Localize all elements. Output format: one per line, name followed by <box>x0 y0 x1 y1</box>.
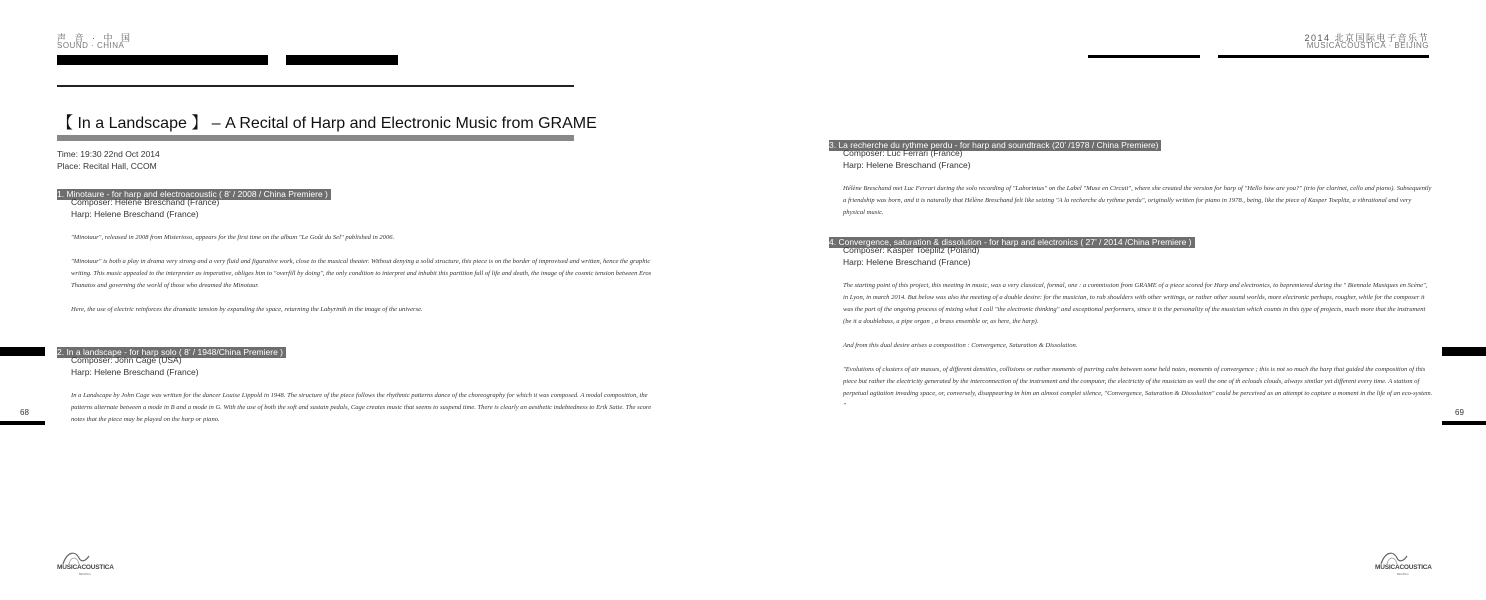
left-header-cn: 声 音 · 中 国 <box>57 33 133 43</box>
left-header-en: SOUND · CHINA <box>57 41 125 50</box>
title-top-rule <box>57 85 574 87</box>
section-4-paragraph-1: The starting point of this project, this meeting in music, was a very classical, formal, one : a commission from GRAME of a piece scored for Harp and electronics, to bepremiered during the " Biennale Musiques en Scène", in Lyon, in march 2014. But below was also the meeting of a double desire: for the musician, to rub shoulders with other writings, or rather other sound worlds, more electronic perhaps, rougher, while for the composer it was the part of the ongoing process of mixing what I call "the electronic thinking" and exceptional performers, since it is the personality of the musician which counts in this type of projects, much more that the instrument (be it a doublebass, a pipe organ , a brass ensemble or, as here, the harp). <box>843 282 1428 325</box>
section-1-harp: Harp: Helene Breschand (France) <box>71 209 199 219</box>
right-logo-text: MUSICACOUSTICA <box>1375 564 1432 571</box>
section-2-heading: 2. In a landscape - for harp solo ( 8’ / 1948/China Premiere ) <box>57 347 286 358</box>
section-3-composer: Composer: Luc Ferrari (France) <box>843 148 963 158</box>
section-1-paragraph-1: "Minotaur", released in 2008 from Misterioso, appears for the first time on the album "Le Goût du Sel" published in 2006. <box>71 234 395 241</box>
right-header-bar-1 <box>1088 55 1200 58</box>
right-edge-rule <box>1442 421 1486 425</box>
section-2-paragraph-1: In a Landscape by John Cage was written for the dancer Louise Lippold in 1948. The structure of the piece follows the rhythmic patterns dance of the choreography for which it was composed. A modal composition, the patterns alternate between a mode in B and a mode in G. With the use of both the soft and sustain pedals, Cage creates music that seems to suspend time. There is clearly an aesthetic indebtedness to Erik Satie. The score notes that the piece may be played on the harp or piano. <box>71 392 652 423</box>
section-1-composer: Composer: Helene Breschand (France) <box>71 197 220 207</box>
left-logo-text: MUSICACOUSTICA <box>57 564 114 571</box>
left-logo-subtext: BEIJING <box>79 572 91 576</box>
title-underline <box>57 135 574 141</box>
section-4-heading: 4. Convergence, saturation & dissolution - for harp and electronics ( 27’ / 2014 /China Premiere ) <box>829 237 1195 248</box>
left-logo <box>57 552 113 582</box>
section-4-paragraph-2: And from this dual desire arises a composition : Convergence, Saturation & Dissolution. <box>843 342 1078 349</box>
section-4-paragraph-3: "Evolutions of clusters of air masses, of different densities, collisions or rather moments of purring calm between some held notes, moments of convergence ; this is not so much the harp that guided the composition of this piece but rather the electricity generated by the interconnection of the instrument and the computer, the electricity of the musician as well the one of th eclouds clouds, always similar yet different every time. A statism of perpetual agitation invading space, or, conversely, disappearing in him an almost complet silence, "Convergence, Saturation & Dissolution" could be perceived as an attempt to capture a moment in the life of an eco-system. " <box>843 366 1433 409</box>
section-1-paragraph-2: "Minotaur" is both a play in drama very strong and a very fluid and figurative work, close to the musical theater. Without denying a solid structure, this piece is on the border of improvised and written, hence the graphic writing. This music appealed to the interpreter as imperative, obliges him to "overfill by doing", the only condition to interpret and inhabit this partition full of life and death, the image of the cosmic tension between Eros Thanatos and governing the world of those who dreamed the Minotaur. <box>71 258 652 289</box>
left-edge-tab <box>0 347 45 356</box>
right-logo <box>1375 552 1431 582</box>
concert-title-block <box>57 110 597 141</box>
right-header-en: MUSICACOUSTICA · BEIJING <box>1306 41 1429 50</box>
section-2-composer: Composer: John Cage (USA) <box>71 355 182 365</box>
section-3-harp: Harp: Helene Breschand (France) <box>843 160 971 170</box>
right-logo-subtext: BEIJING <box>1397 572 1409 576</box>
section-2-harp: Harp: Helene Breschand (France) <box>71 367 199 377</box>
left-header-bar-1 <box>57 55 268 65</box>
concert-time: Time: 19:30 22nd Oct 2014 <box>57 149 160 159</box>
section-1-paragraph-3: Here, the use of electric reinforces the dramatic tension by expanding the space, returning the Labyrinth in the image of the universe. <box>71 306 423 313</box>
page-number-right: 69 <box>1455 408 1464 417</box>
section-4-composer: Composer: Kasper Toeplitz (Poland) <box>843 245 980 255</box>
section-3-heading: 3. La recherche du rythme perdu - for harp and soundtrack (20’ /1978 / China Premiere) <box>829 140 1161 151</box>
concert-place: Place: Recital Hall, CCOM <box>57 161 157 171</box>
section-4-harp: Harp: Helene Breschand (France) <box>843 257 971 267</box>
left-edge-rule <box>0 421 45 425</box>
section-1-heading: 1. Minotaure - for harp and electroacoustic ( 8’ / 2008 / China Premiere ) <box>57 189 331 200</box>
concert-title: 【 In a Landscape 】 – A Recital of Harp and Electronic Music from GRAME <box>57 115 597 132</box>
right-header-bar-2 <box>1218 55 1429 58</box>
right-header-cn: 2014 北京国际电子音乐节 <box>1304 33 1429 43</box>
page-number-left: 68 <box>20 408 29 417</box>
section-3-paragraph-1: Hélène Breschand met Luc Ferrari during the solo recording of "Laborintus" on the Label "Muse en Circuit", where she created the version for harp of "Hello how are you?" (trio for clarinet, cello and piano). Subsequently a friendship was born, and it is naturally that Hélène Breschand felt like seizing "A la recherche du rythme perdu", originally written for piano in 1978., being, like the piece of Kasper Toeplitz, a vibrational and very physical music. <box>843 185 1432 216</box>
left-header-bar-2 <box>286 55 398 65</box>
right-edge-tab <box>1442 347 1486 356</box>
